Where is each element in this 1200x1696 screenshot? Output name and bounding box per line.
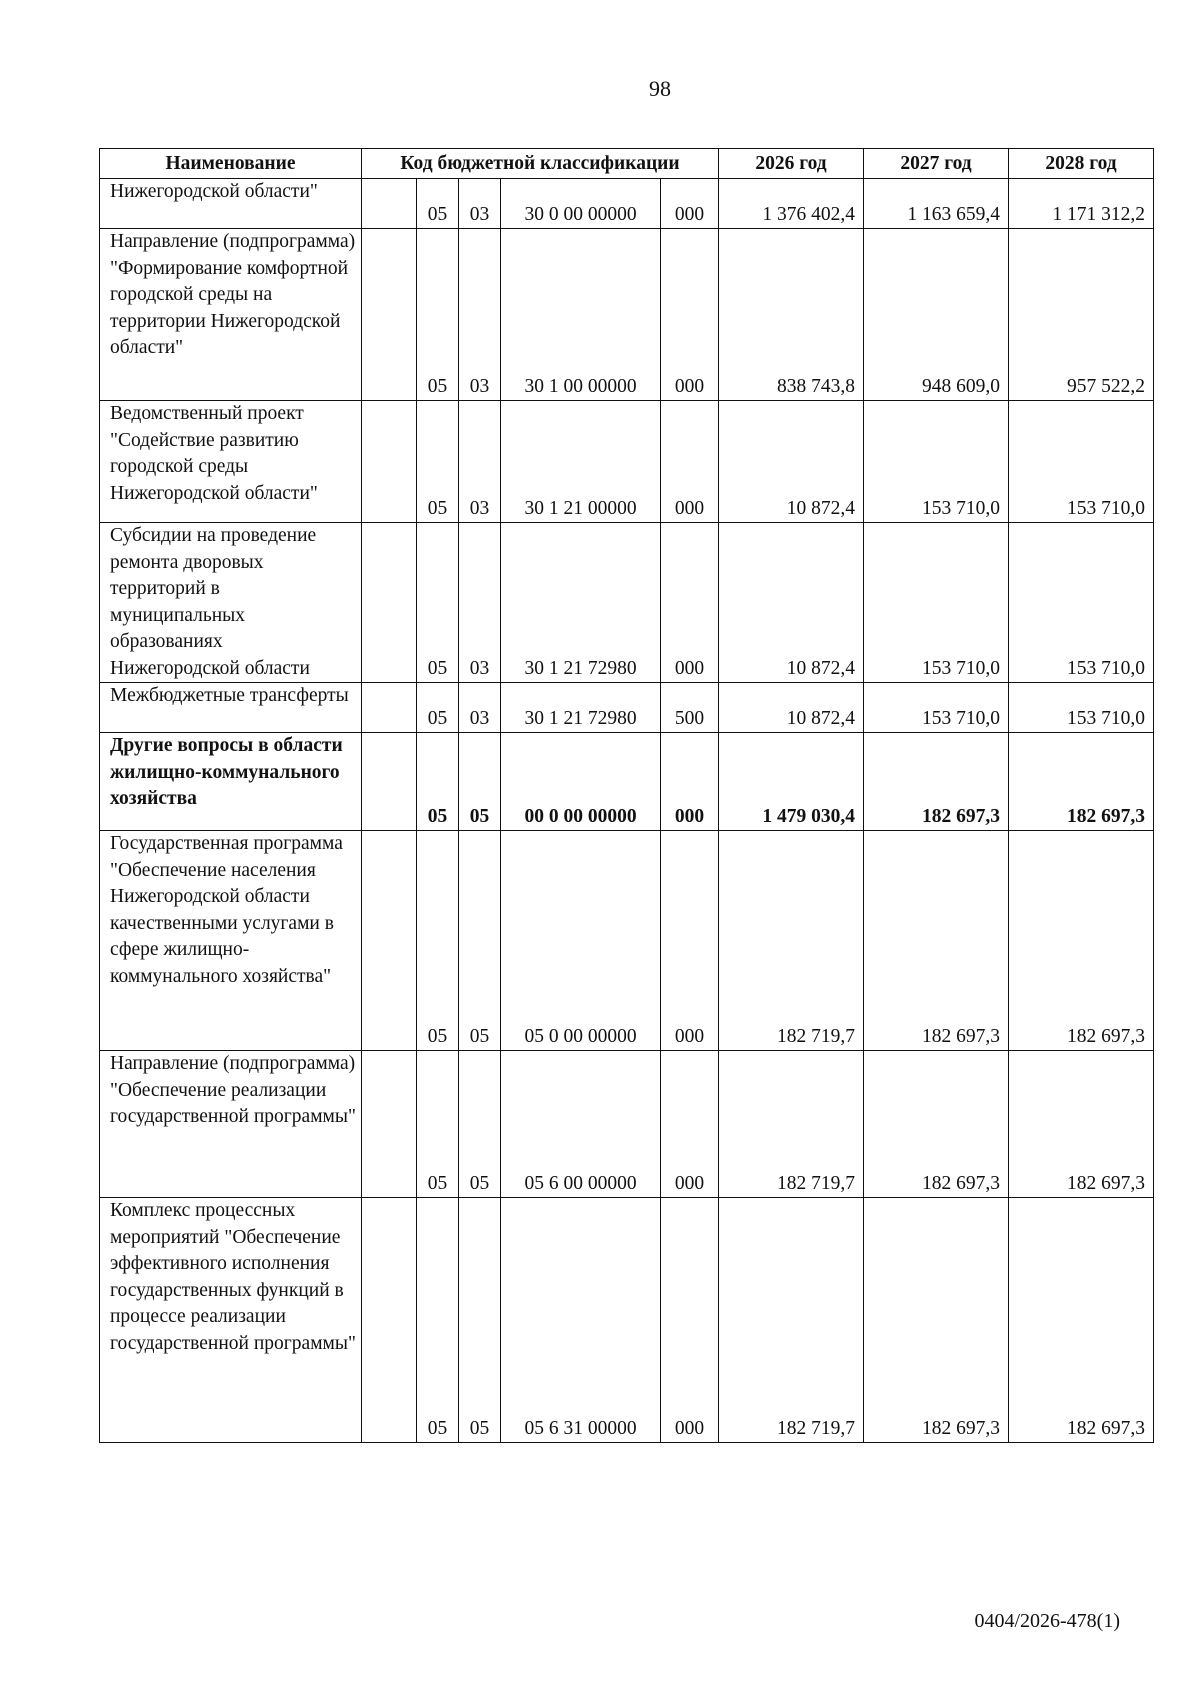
- row-target-code: 05 6 00 00000: [501, 1051, 661, 1198]
- row-subsection-code: 03: [459, 523, 501, 683]
- row-value-2027: 153 710,0: [864, 523, 1009, 683]
- row-subsection-code: 05: [459, 733, 501, 831]
- row-name: Комплекс процессных мероприятий "Обеспечение эффективного исполнения государственных функций в процессе реализации государственной программы": [100, 1198, 362, 1443]
- row-value-2027: 948 609,0: [864, 229, 1009, 401]
- row-value-2026: 838 743,8: [719, 229, 864, 401]
- row-target-code: 05 6 31 00000: [501, 1198, 661, 1443]
- row-section-code: 05: [417, 401, 459, 523]
- table-row: [100, 1198, 1154, 1443]
- row-value-2027: 182 697,3: [864, 733, 1009, 831]
- row-name: Субсидии на проведение ремонта дворовых территорий в муниципальных образованиях Нижегородской области: [100, 523, 362, 683]
- row-blank-cell: [362, 179, 417, 229]
- row-value-2028: 182 697,3: [1009, 831, 1154, 1051]
- row-blank-cell: [362, 523, 417, 683]
- row-value-2027: 182 697,3: [864, 1051, 1009, 1198]
- row-subsection-code: 03: [459, 229, 501, 401]
- budget-table: [99, 148, 1154, 1443]
- row-section-code: 05: [417, 229, 459, 401]
- row-target-code: 05 0 00 00000: [501, 831, 661, 1051]
- row-value-2026: 182 719,7: [719, 1198, 864, 1443]
- table-row: [100, 683, 1154, 733]
- row-blank-cell: [362, 733, 417, 831]
- table-row: [100, 179, 1154, 229]
- row-value-2028: 153 710,0: [1009, 401, 1154, 523]
- header-code: Код бюджетной классификации: [362, 149, 719, 179]
- row-target-code: 00 0 00 00000: [501, 733, 661, 831]
- row-name: Направление (подпрограмма) "Обеспечение реализации государственной программы": [100, 1051, 362, 1198]
- row-expense-type: 000: [661, 179, 719, 229]
- row-target-code: 30 1 00 00000: [501, 229, 661, 401]
- table-body: [100, 179, 1154, 1443]
- row-expense-type: 000: [661, 523, 719, 683]
- row-value-2027: 1 163 659,4: [864, 179, 1009, 229]
- row-section-code: 05: [417, 683, 459, 733]
- row-value-2028: 153 710,0: [1009, 683, 1154, 733]
- row-value-2026: 1 479 030,4: [719, 733, 864, 831]
- row-blank-cell: [362, 1198, 417, 1443]
- row-section-code: 05: [417, 523, 459, 683]
- row-expense-type: 000: [661, 401, 719, 523]
- document-code: 0404/2026-478(1): [974, 1610, 1120, 1632]
- row-target-code: 30 0 00 00000: [501, 179, 661, 229]
- row-blank-cell: [362, 683, 417, 733]
- row-name: Другие вопросы в области жилищно-коммунального хозяйства: [100, 733, 362, 831]
- row-target-code: 30 1 21 72980: [501, 683, 661, 733]
- row-subsection-code: 03: [459, 683, 501, 733]
- table-header-row: [100, 149, 1154, 179]
- page-number: 98: [649, 76, 671, 101]
- row-name: Направление (подпрограмма) "Формирование комфортной городской среды на территории Нижегородской области": [100, 229, 362, 401]
- row-value-2027: 153 710,0: [864, 683, 1009, 733]
- row-value-2027: 182 697,3: [864, 831, 1009, 1051]
- row-value-2026: 182 719,7: [719, 1051, 864, 1198]
- table-row: [100, 401, 1154, 523]
- table-row: [100, 1051, 1154, 1198]
- row-blank-cell: [362, 401, 417, 523]
- row-blank-cell: [362, 831, 417, 1051]
- row-value-2026: 1 376 402,4: [719, 179, 864, 229]
- row-expense-type: 000: [661, 1198, 719, 1443]
- table-row: [100, 523, 1154, 683]
- row-name: Государственная программа "Обеспечение населения Нижегородской области качественными услугами в сфере жилищно-коммунального хозяйства": [100, 831, 362, 1051]
- row-name: Нижегородской области": [100, 179, 362, 229]
- header-name: Наименование: [100, 149, 362, 179]
- row-subsection-code: 05: [459, 1051, 501, 1198]
- row-target-code: 30 1 21 00000: [501, 401, 661, 523]
- row-subsection-code: 03: [459, 401, 501, 523]
- row-value-2028: 182 697,3: [1009, 733, 1154, 831]
- row-section-code: 05: [417, 733, 459, 831]
- header-2027: 2027 год: [864, 149, 1009, 179]
- row-value-2028: 957 522,2: [1009, 229, 1154, 401]
- row-expense-type: 000: [661, 733, 719, 831]
- row-section-code: 05: [417, 1198, 459, 1443]
- table-row: [100, 229, 1154, 401]
- row-value-2028: 1 171 312,2: [1009, 179, 1154, 229]
- table-row: [100, 733, 1154, 831]
- row-expense-type: 000: [661, 831, 719, 1051]
- row-value-2028: 182 697,3: [1009, 1051, 1154, 1198]
- row-target-code: 30 1 21 72980: [501, 523, 661, 683]
- row-blank-cell: [362, 229, 417, 401]
- row-value-2026: 10 872,4: [719, 683, 864, 733]
- row-expense-type: 000: [661, 1051, 719, 1198]
- row-name: Ведомственный проект "Содействие развитию городской среды Нижегородской области": [100, 401, 362, 523]
- row-value-2028: 153 710,0: [1009, 523, 1154, 683]
- row-value-2027: 153 710,0: [864, 401, 1009, 523]
- row-subsection-code: 05: [459, 1198, 501, 1443]
- row-expense-type: 000: [661, 229, 719, 401]
- row-section-code: 05: [417, 831, 459, 1051]
- row-value-2028: 182 697,3: [1009, 1198, 1154, 1443]
- row-value-2026: 10 872,4: [719, 523, 864, 683]
- row-value-2027: 182 697,3: [864, 1198, 1009, 1443]
- row-section-code: 05: [417, 179, 459, 229]
- row-subsection-code: 03: [459, 179, 501, 229]
- row-name: Межбюджетные трансферты: [100, 683, 362, 733]
- header-2028: 2028 год: [1009, 149, 1154, 179]
- row-expense-type: 500: [661, 683, 719, 733]
- row-blank-cell: [362, 1051, 417, 1198]
- row-subsection-code: 05: [459, 831, 501, 1051]
- row-section-code: 05: [417, 1051, 459, 1198]
- header-2026: 2026 год: [719, 149, 864, 179]
- table-row: [100, 831, 1154, 1051]
- row-value-2026: 182 719,7: [719, 831, 864, 1051]
- row-value-2026: 10 872,4: [719, 401, 864, 523]
